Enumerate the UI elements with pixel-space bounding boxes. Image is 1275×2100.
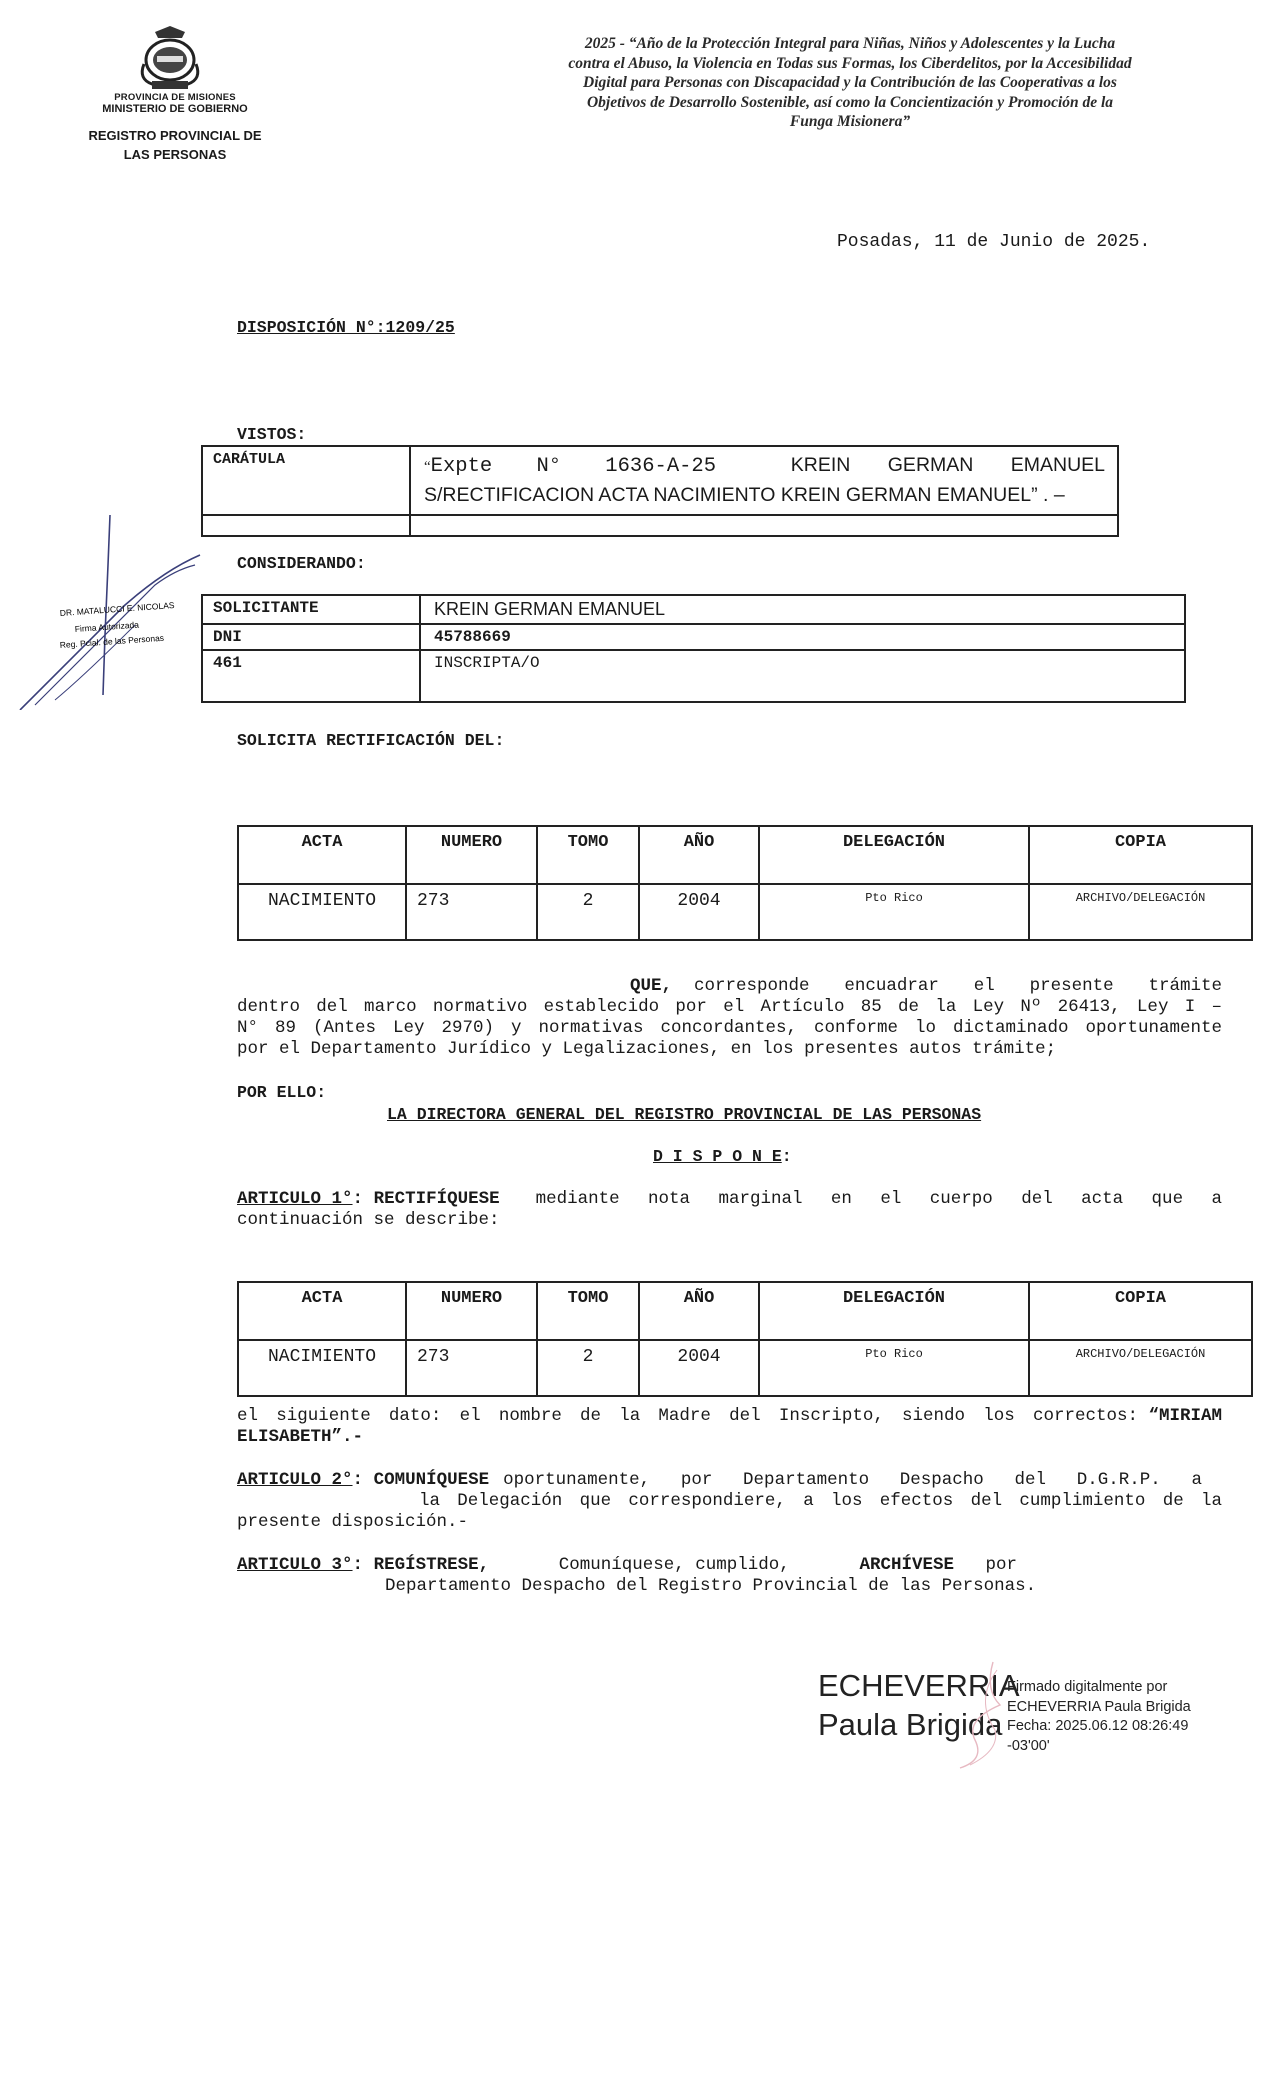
article-2-line1: oportunamente, por Departamento Despacho del D.G.R.P. a (503, 1470, 1202, 1490)
correction-text: el siguiente dato: el nombre de la Madre del Inscripto, siendo los correctos: (237, 1406, 1138, 1426)
stamp-role: Firma Autorizada (74, 619, 140, 634)
org-registry-line2: LAS PERSONAS (123, 147, 227, 162)
article-3 (237, 1555, 1222, 1597)
caratula-names: KREIN GERMAN EMANUEL (790, 454, 1106, 476)
article-3-line2: Departamento Despacho del Registro Provincial de las Personas. (385, 1576, 1037, 1596)
que-line1: corresponde encuadrar el presente trámite (694, 976, 1222, 996)
article-1-label: ARTICULO 1° (237, 1189, 353, 1209)
cell-delegacion: Pto Rico (759, 1340, 1029, 1396)
province-crest-logo (130, 24, 210, 94)
col-header-numero: NUMERO (406, 826, 537, 884)
col-header-copia: COPIA (1029, 1282, 1252, 1340)
dni-value: 45788669 (420, 624, 1185, 650)
caratula-table (201, 445, 1119, 537)
inscription-key: 461 (202, 650, 420, 702)
inscription-value: INSCRIPTA/O (420, 650, 1185, 702)
que-line4: por el Departamento Jurídico y Legalizaciones, en los presentes autos trámite; (237, 1039, 1057, 1059)
motto-line: 2025 - “Año de la Protección Integral para Niñas, Niños y Adolescentes y la Lucha (584, 35, 1116, 52)
motto-line: Objetivos de Desarrollo Sostenible, así como la Concientización y Promoción de la (586, 93, 1114, 111)
article-2-line3: presente disposición.- (237, 1512, 469, 1532)
signature-detail-line: Fecha: 2025.06.12 08:26:49 (1007, 1718, 1189, 1734)
col-header-tomo: TOMO (537, 1282, 639, 1340)
org-registry-line1: REGISTRO PROVINCIAL DE (88, 128, 262, 143)
dni-key: DNI (202, 624, 420, 650)
correct-name-part1: “MIRIAM (1148, 1406, 1222, 1426)
correct-name-part2: ELISABETH”.- (237, 1427, 364, 1447)
considerando-label: CONSIDERANDO: (237, 554, 366, 573)
caratula-label: CARÁTULA (202, 446, 410, 515)
caratula-line2: S/RECTIFICACION ACTA NACIMIENTO KREIN GERMAN EMANUEL” . – (424, 484, 1065, 506)
article-3-mid: Comuníquese, cumplido, (558, 1555, 790, 1575)
signature-detail-line: -03'00' (1007, 1737, 1050, 1754)
article-2-verb: COMUNÍQUESE (373, 1470, 490, 1490)
org-ministry-name: MINISTERIO DE GOBIERNO (102, 103, 248, 115)
col-header-tomo: TOMO (537, 826, 639, 884)
article-2 (237, 1470, 1222, 1533)
org-registry-name (70, 126, 280, 164)
cell-acta: NACIMIENTO (238, 1340, 406, 1396)
place-date: Posadas, 11 de Junio de 2025. (837, 232, 1151, 252)
dispone-colon: : (781, 1147, 792, 1166)
cell-anio: 2004 (639, 1340, 759, 1396)
col-header-delegacion: DELEGACIÓN (759, 1282, 1029, 1340)
article-1-verb: RECTIFÍQUESE (373, 1189, 500, 1209)
cell-numero: 273 (406, 884, 537, 940)
article-3-colon: : (352, 1555, 364, 1575)
expte-number: Expte N° 1636-A-25 (430, 455, 717, 478)
acta-table-request (237, 825, 1253, 941)
disposition-number: DISPOSICIÓN N°:1209/25 (237, 318, 455, 337)
digital-signature-details (1007, 1678, 1191, 1756)
stamp-office: Reg. Pcial. de las Personas (59, 632, 165, 650)
signer-surname: ECHEVERRIA (818, 1668, 1020, 1703)
article-2-colon: : (352, 1470, 364, 1490)
col-header-acta: ACTA (238, 1282, 406, 1340)
signature-detail-line: Firmado digitalmente por (1007, 1679, 1168, 1695)
article-3-rest: por (985, 1555, 1017, 1575)
article-1 (237, 1189, 1222, 1231)
handwritten-signature-stamp (15, 515, 205, 710)
stamp-name: DR. MATALUCCI E. NICOLAS (59, 600, 175, 618)
article-2-label: ARTICULO 2° (237, 1470, 353, 1490)
cell-numero: 273 (406, 1340, 537, 1396)
col-header-numero: NUMERO (406, 1282, 537, 1340)
motto-line: contra el Abuso, la Violencia en Todas sus Formas, los Ciberdelitos, por la Accesibilidad (568, 54, 1132, 72)
applicant-key: SOLICITANTE (202, 595, 420, 624)
correction-detail (237, 1406, 1222, 1448)
article-3-verb1: REGÍSTRESE, (373, 1555, 490, 1575)
cell-tomo: 2 (537, 884, 639, 940)
col-header-copia: COPIA (1029, 826, 1252, 884)
col-header-delegacion: DELEGACIÓN (759, 826, 1029, 884)
cell-delegacion: Pto Rico (759, 884, 1029, 940)
article-1-line2: continuación se describe: (237, 1210, 500, 1230)
cell-anio: 2004 (639, 884, 759, 940)
caratula-empty-cell (202, 515, 410, 536)
col-header-anio: AÑO (639, 826, 759, 884)
motto-line: Digital para Personas con Discapacidad y la Contribución de las Cooperativas a los (583, 74, 1117, 91)
dispone-heading (653, 1147, 792, 1166)
director-title: LA DIRECTORA GENERAL DEL REGISTRO PROVINCIAL DE LAS PERSONAS (387, 1105, 982, 1124)
applicant-table (201, 594, 1186, 703)
org-province-name: PROVINCIA DE MISIONES (114, 92, 236, 103)
caratula-text (410, 446, 1118, 515)
year-motto (530, 34, 1170, 132)
applicant-name: KREIN GERMAN EMANUEL (420, 595, 1185, 624)
caratula-open-quote: “ (424, 459, 431, 475)
que-paragraph (237, 976, 1222, 1060)
cell-copia: ARCHIVO/DELEGACIÓN (1029, 1340, 1252, 1396)
article-1-colon: : (352, 1189, 364, 1209)
signature-flourish-icon (945, 1660, 1015, 1770)
cell-tomo: 2 (537, 1340, 639, 1396)
col-header-acta: ACTA (238, 826, 406, 884)
article-2-line2: la Delegación que correspondiere, a los efectos del cumplimiento de la (419, 1491, 1222, 1511)
acta-table-rectify (237, 1281, 1253, 1397)
caratula-empty-cell (410, 515, 1118, 536)
article-3-verb2: ARCHÍVESE (859, 1555, 954, 1575)
que-line3: N° 89 (Antes Ley 2970) y normativas concordantes, conforme lo dictaminado oportunamente (237, 1018, 1222, 1038)
col-header-anio: AÑO (639, 1282, 759, 1340)
signer-given-names: Paula Brigida (818, 1707, 1003, 1742)
signature-detail-line: ECHEVERRIA Paula Brigida (1007, 1698, 1191, 1715)
motto-line: Funga Misionera” (789, 113, 911, 130)
cell-copia: ARCHIVO/DELEGACIÓN (1029, 884, 1252, 940)
que-line2: dentro del marco normativo establecido por el Artículo 85 de la Ley Nº 26413, Ley I – (237, 997, 1222, 1017)
que-lead: QUE, (630, 976, 673, 996)
solicita-label: SOLICITA RECTIFICACIÓN DEL: (237, 731, 505, 750)
article-3-label: ARTICULO 3° (237, 1555, 353, 1575)
cell-acta: NACIMIENTO (238, 884, 406, 940)
vistos-label: VISTOS: (237, 425, 307, 444)
article-1-line1: mediante nota marginal en el cuerpo del acta que a (535, 1189, 1222, 1209)
por-ello-label: POR ELLO: (237, 1083, 327, 1102)
dispone-word: D I S P O N E (653, 1147, 782, 1166)
